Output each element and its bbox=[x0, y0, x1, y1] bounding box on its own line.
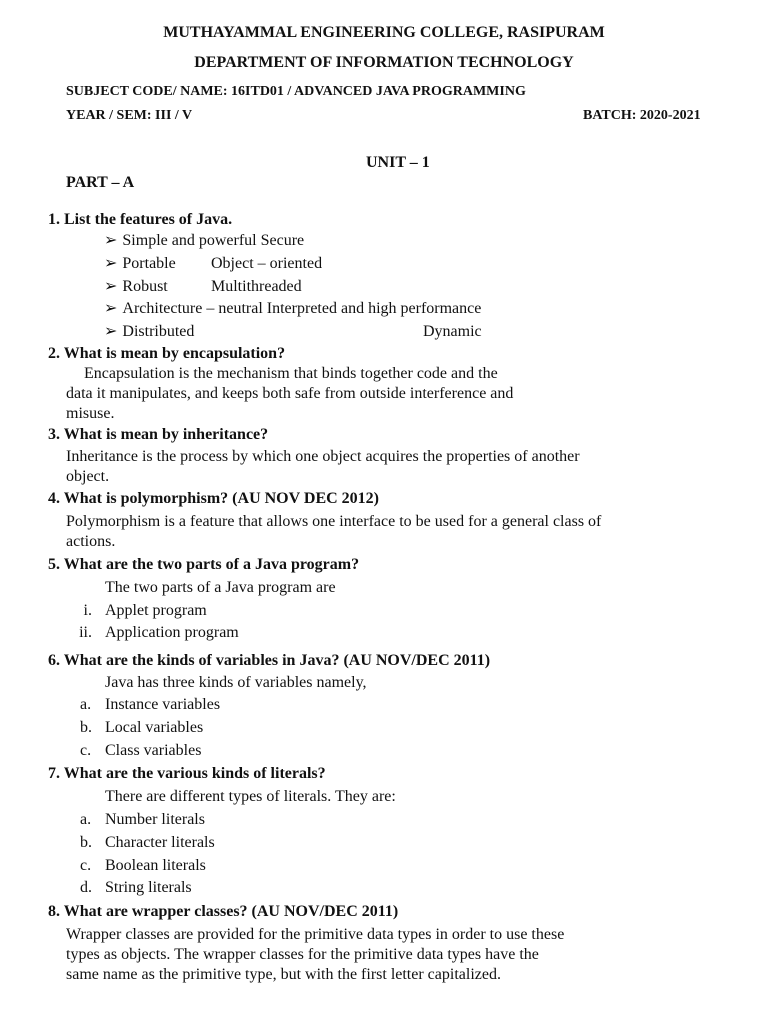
answer-line: same name as the primitive type, but with the first letter capitalized. bbox=[66, 966, 501, 983]
list-item: c. bbox=[80, 857, 92, 874]
question-8: 8. What are wrapper classes? (AU NOV/DEC 2011) bbox=[48, 903, 399, 920]
part-title: PART – A bbox=[66, 174, 135, 191]
question-7: 7. What are the various kinds of literals? bbox=[48, 765, 326, 782]
list-item-text: Boolean literals bbox=[105, 857, 206, 874]
department-name: DEPARTMENT OF INFORMATION TECHNOLOGY bbox=[194, 54, 574, 71]
bullet-item: ➢ Robust bbox=[104, 277, 168, 297]
list-item-text: Character literals bbox=[105, 834, 215, 851]
answer-intro: Java has three kinds of variables namely, bbox=[105, 674, 367, 691]
question-6: 6. What are the kinds of variables in Java? (AU NOV/DEC 2011) bbox=[48, 652, 491, 669]
list-item: c. bbox=[80, 742, 92, 759]
bullet-item: ➢ Distributed bbox=[104, 322, 194, 342]
answer-line: Polymorphism is a feature that allows one interface to be used for a general class of bbox=[66, 513, 602, 530]
year-sem: YEAR / SEM: III / V bbox=[66, 108, 193, 123]
question-4: 4. What is polymorphism? (AU NOV DEC 2012) bbox=[48, 490, 379, 507]
answer-line: types as objects. The wrapper classes for the primitive data types have the bbox=[66, 946, 539, 963]
answer-line: misuse. bbox=[66, 405, 115, 422]
bullet-item-second: Object – oriented bbox=[211, 255, 323, 272]
list-item-text: Class variables bbox=[105, 742, 202, 759]
batch: BATCH: 2020-2021 bbox=[583, 108, 701, 123]
answer-line: Wrapper classes are provided for the primitive data types in order to use these bbox=[66, 926, 565, 943]
bullet-item: ➢ Portable bbox=[104, 254, 176, 274]
subject-line: SUBJECT CODE/ NAME: 16ITD01 / ADVANCED JAVA PROGRAMMING bbox=[66, 84, 526, 99]
list-item: b. bbox=[80, 719, 92, 736]
question-1: 1. List the features of Java. bbox=[48, 211, 233, 228]
answer-line: actions. bbox=[66, 533, 116, 550]
bullet-item-second: Multithreaded bbox=[211, 278, 302, 295]
answer-line: Inheritance is the process by which one object acquires the properties of another bbox=[66, 448, 580, 465]
answer-line: Encapsulation is the mechanism that binds together code and the bbox=[84, 365, 498, 382]
list-item: d. bbox=[80, 879, 92, 896]
question-2: 2. What is mean by encapsulation? bbox=[48, 345, 286, 362]
list-item-text: Number literals bbox=[105, 811, 205, 828]
list-item-text: Local variables bbox=[105, 719, 204, 736]
list-item-text: String literals bbox=[105, 879, 192, 896]
list-item: a. bbox=[80, 811, 92, 828]
list-item-text: Instance variables bbox=[105, 696, 221, 713]
answer-line: data it manipulates, and keeps both safe from outside interference and bbox=[66, 385, 514, 402]
answer-line: object. bbox=[66, 468, 110, 485]
bullet-item-second: Dynamic bbox=[423, 323, 482, 340]
question-5: 5. What are the two parts of a Java program? bbox=[48, 556, 360, 573]
list-item: i. Applet program bbox=[83, 602, 207, 619]
list-item: ii. Application program bbox=[79, 624, 239, 641]
answer-intro: The two parts of a Java program are bbox=[105, 579, 336, 596]
bullet-item: ➢ Simple and powerful Secure bbox=[104, 231, 304, 251]
question-3: 3. What is mean by inheritance? bbox=[48, 426, 269, 443]
unit-title: UNIT – 1 bbox=[366, 154, 430, 171]
bullet-item: ➢ Architecture – neutral Interpreted and high performance bbox=[104, 299, 481, 319]
college-name: MUTHAYAMMAL ENGINEERING COLLEGE, RASIPURAM bbox=[163, 24, 605, 41]
answer-intro: There are different types of literals. They are: bbox=[105, 788, 396, 805]
list-item: a. bbox=[80, 696, 92, 713]
list-item: b. bbox=[80, 834, 92, 851]
